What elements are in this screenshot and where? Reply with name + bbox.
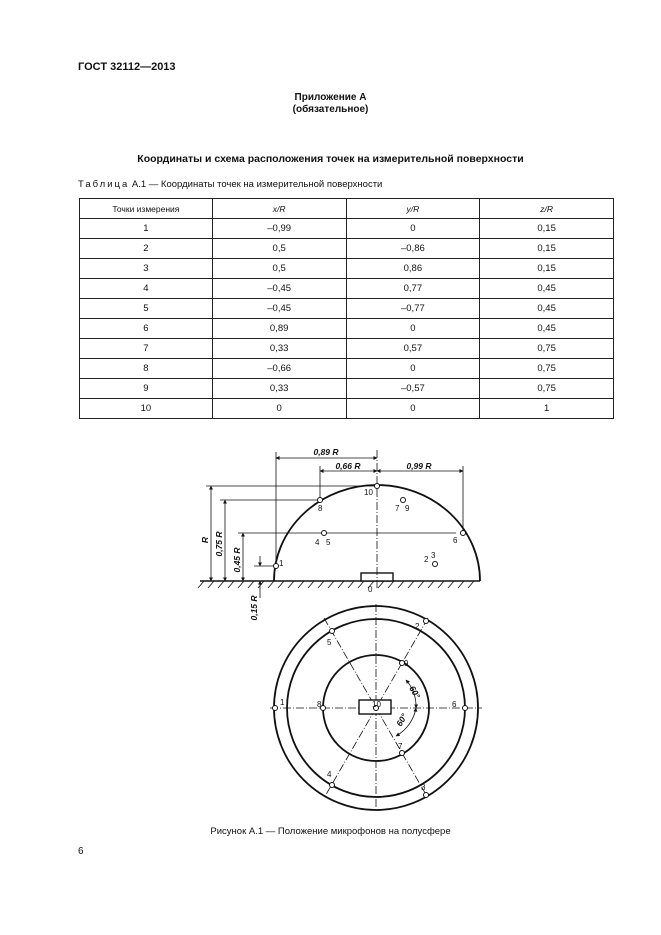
elev-label-3: 3 bbox=[431, 551, 436, 560]
table-cell: –0,86 bbox=[346, 239, 480, 259]
table-cell: 0,5 bbox=[212, 259, 346, 279]
elev-label-5: 5 bbox=[326, 538, 331, 547]
elev-label-10: 10 bbox=[364, 488, 373, 497]
plan-label-2: 2 bbox=[415, 622, 420, 631]
table-cell: 0,75 bbox=[480, 359, 614, 379]
table-cell: 0,5 bbox=[212, 239, 346, 259]
table-cell: 0,15 bbox=[480, 239, 614, 259]
elev-label-2: 2 bbox=[424, 555, 429, 564]
table-cell: 0,15 bbox=[480, 219, 614, 239]
appendix-status: (обязательное) bbox=[292, 104, 369, 115]
ground-hatching bbox=[198, 581, 474, 588]
table-row bbox=[80, 259, 614, 279]
plan-label-4: 4 bbox=[327, 770, 332, 779]
elevation-view bbox=[198, 447, 480, 621]
table-cell: 2 bbox=[80, 239, 213, 259]
plan-label-9: 9 bbox=[404, 659, 409, 668]
table-row bbox=[80, 399, 614, 419]
table-row bbox=[80, 279, 614, 299]
col-header-y: y/R bbox=[346, 199, 480, 219]
mic-point bbox=[375, 484, 380, 489]
mic-point bbox=[424, 619, 429, 624]
table-cell: –0,66 bbox=[212, 359, 346, 379]
standard-header: ГОСТ 32112—2013 bbox=[78, 61, 176, 73]
elev-label-6: 6 bbox=[453, 536, 458, 545]
mic-point bbox=[274, 564, 279, 569]
table-cell: 0,15 bbox=[480, 259, 614, 279]
dim-label-099: 0,99 R bbox=[406, 461, 432, 471]
mic-point bbox=[424, 793, 429, 798]
table-row bbox=[80, 239, 614, 259]
section-title: Координаты и схема расположения точек на измерительной поверхности bbox=[137, 153, 524, 165]
elev-label-1: 1 bbox=[279, 559, 284, 568]
table-cell: 0,89 bbox=[212, 319, 346, 339]
table-cell: 0 bbox=[346, 359, 480, 379]
coordinates-table bbox=[79, 198, 614, 419]
dim-label-045: 0,45 R bbox=[232, 547, 242, 573]
table-caption-text: А.1 — Координаты точек на измерительной поверхности bbox=[131, 179, 383, 190]
mic-point bbox=[330, 783, 335, 788]
table-caption-label: Таблица bbox=[78, 179, 130, 190]
angle-label: 60° bbox=[407, 684, 423, 701]
mic-point bbox=[330, 629, 335, 634]
table-cell: 0,75 bbox=[480, 379, 614, 399]
mic-point bbox=[461, 531, 466, 536]
elev-label-9: 9 bbox=[405, 504, 410, 513]
plan-view bbox=[270, 604, 482, 812]
dim-label-089: 0,89 R bbox=[313, 447, 339, 457]
mic-point bbox=[463, 706, 468, 711]
table-cell: 1 bbox=[80, 219, 213, 239]
table-cell: 0 bbox=[346, 399, 480, 419]
plan-label-7: 7 bbox=[398, 742, 403, 751]
page-number: 6 bbox=[78, 846, 84, 857]
table-row bbox=[80, 319, 614, 339]
table-cell: 0,33 bbox=[212, 339, 346, 359]
table-caption bbox=[78, 179, 382, 190]
table-cell: 5 bbox=[80, 299, 213, 319]
table-cell: 6 bbox=[80, 319, 213, 339]
hemisphere-figure bbox=[190, 440, 490, 820]
elev-label-4: 4 bbox=[315, 538, 320, 547]
plan-label-8: 8 bbox=[317, 700, 322, 709]
table-row bbox=[80, 379, 614, 399]
table-cell: 0,45 bbox=[480, 299, 614, 319]
mic-point bbox=[322, 531, 327, 536]
table-cell: 0,86 bbox=[346, 259, 480, 279]
table-cell: 4 bbox=[80, 279, 213, 299]
elev-label-7: 7 bbox=[395, 504, 400, 513]
table-cell: –0,77 bbox=[346, 299, 480, 319]
mic-point bbox=[318, 498, 323, 503]
table-row bbox=[80, 299, 614, 319]
table-cell: 0 bbox=[346, 319, 480, 339]
mic-point bbox=[401, 498, 406, 503]
dim-label-066: 0,66 R bbox=[335, 461, 361, 471]
table-header-row bbox=[80, 199, 614, 219]
plan-label-3: 3 bbox=[421, 783, 426, 792]
plan-label-5: 5 bbox=[327, 638, 332, 647]
table-cell: –0,99 bbox=[212, 219, 346, 239]
table-row bbox=[80, 339, 614, 359]
table-cell: 0,45 bbox=[480, 279, 614, 299]
plan-label-1: 1 bbox=[280, 698, 285, 707]
appendix-title: Приложение А bbox=[294, 92, 367, 103]
plan-label-10: 10 bbox=[372, 700, 381, 709]
mic-point bbox=[400, 751, 405, 756]
table-cell: 0 bbox=[212, 399, 346, 419]
dim-label-075: 0,75 R bbox=[214, 531, 224, 557]
table-row bbox=[80, 359, 614, 379]
table-cell: 0,33 bbox=[212, 379, 346, 399]
mic-point bbox=[433, 562, 438, 567]
table-cell: 0,77 bbox=[346, 279, 480, 299]
table-cell: –0,45 bbox=[212, 279, 346, 299]
angle-label: 60° bbox=[394, 711, 410, 728]
elev-label-8: 8 bbox=[318, 504, 323, 513]
table-cell: –0,57 bbox=[346, 379, 480, 399]
table-cell: 8 bbox=[80, 359, 213, 379]
table-cell: 3 bbox=[80, 259, 213, 279]
col-header-point: Точки измерения bbox=[80, 199, 213, 219]
table-row bbox=[80, 219, 614, 239]
dim-label-015: 0,15 R bbox=[249, 595, 259, 621]
table-cell: 0,57 bbox=[346, 339, 480, 359]
mic-point bbox=[273, 706, 278, 711]
col-header-z: z/R bbox=[480, 199, 614, 219]
plan-label-6: 6 bbox=[452, 700, 457, 709]
dim-label-r: R bbox=[200, 536, 210, 544]
table-cell: 0 bbox=[346, 219, 480, 239]
table-cell: –0,45 bbox=[212, 299, 346, 319]
table-cell: 10 bbox=[80, 399, 213, 419]
figure-caption: Рисунок А.1 — Положение микрофонов на полусфере bbox=[210, 826, 451, 837]
table-cell: 0,75 bbox=[480, 339, 614, 359]
table-cell: 9 bbox=[80, 379, 213, 399]
table-cell: 7 bbox=[80, 339, 213, 359]
elev-label-0: 0 bbox=[368, 585, 373, 594]
col-header-x: x/R bbox=[212, 199, 346, 219]
table-cell: 1 bbox=[480, 399, 614, 419]
table-cell: 0,45 bbox=[480, 319, 614, 339]
